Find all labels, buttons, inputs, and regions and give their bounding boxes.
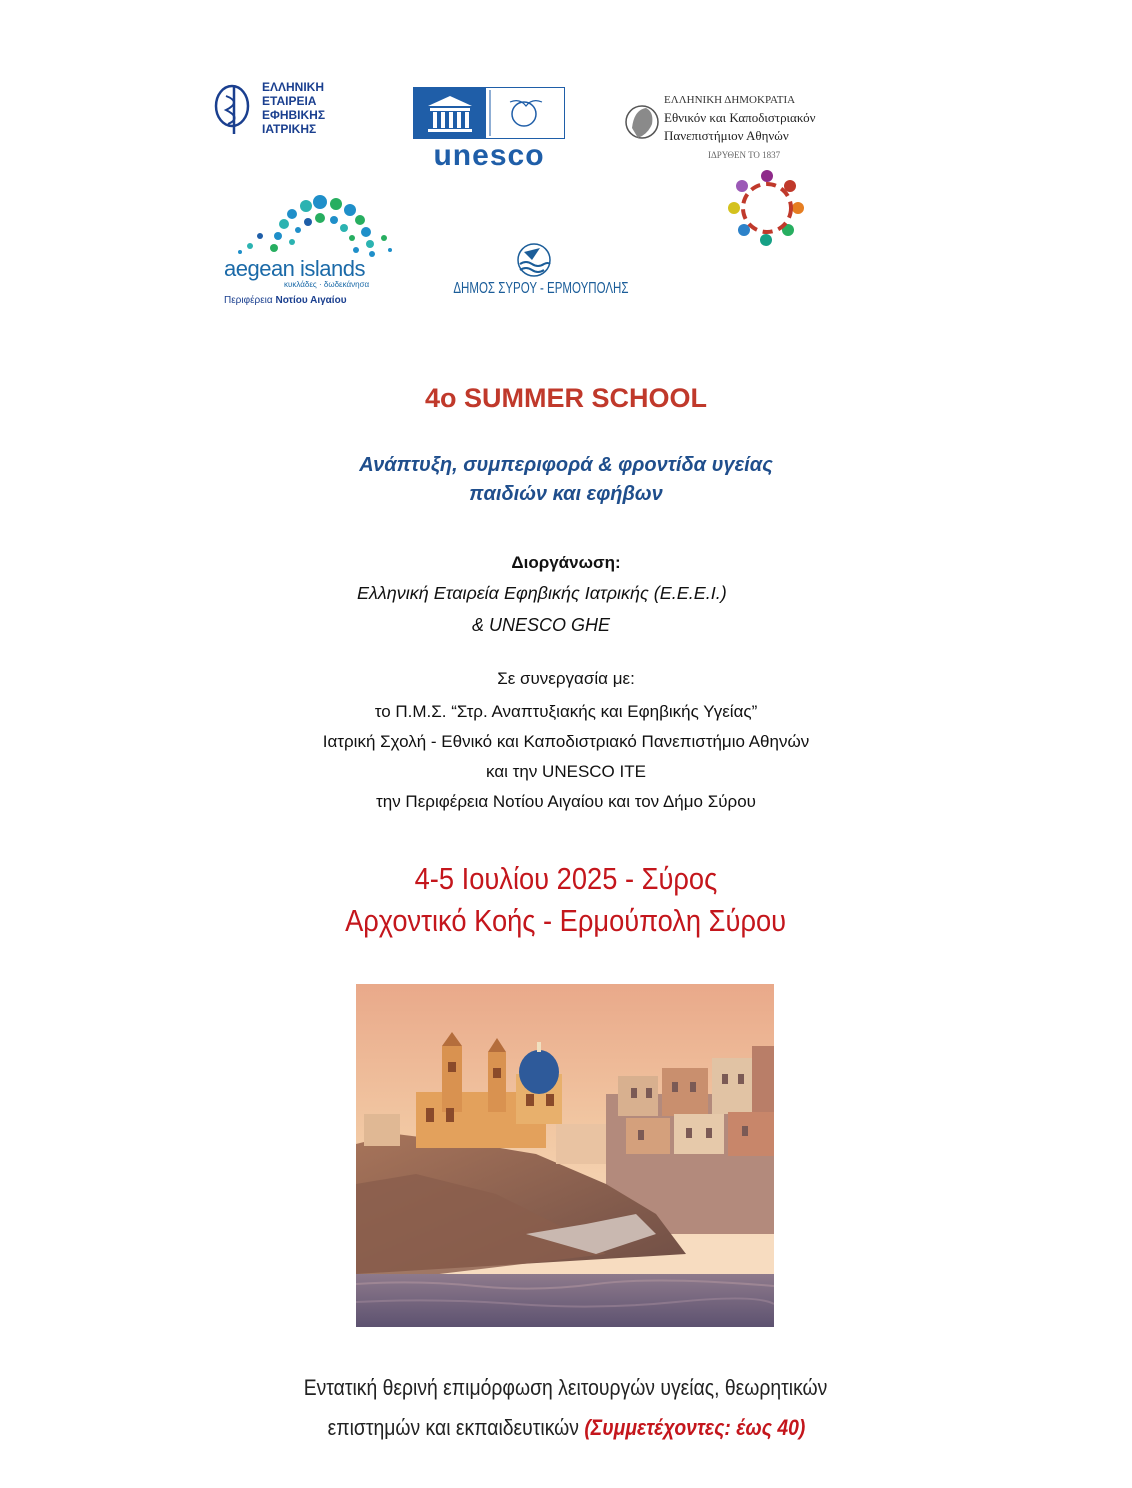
ship-waves-icon bbox=[510, 242, 558, 278]
aegean-region bbox=[224, 295, 347, 307]
dots-arch-icon bbox=[220, 192, 400, 258]
organization-label: Διοργάνωση: bbox=[511, 553, 621, 572]
aegean-subtitle: κυκλάδες · δωδεκάνησα bbox=[284, 280, 370, 289]
date-venue bbox=[0, 858, 1132, 942]
eeei-line: ΙΑΤΡΙΚΗΣ bbox=[262, 122, 317, 136]
dimos-syrou-logo bbox=[422, 242, 646, 308]
collaboration-line: Ιατρική Σχολή - Εθνικό και Καποδιστριακό Πανεπιστήμιο Αθηνών bbox=[322, 732, 810, 751]
uoa-logo bbox=[624, 94, 914, 254]
collaboration-line: την Περιφέρεια Νοτίου Αιγαίου και τον Δήμο Σύρου bbox=[376, 792, 756, 811]
uoa-founded-line: ΙΔΡΥΘΕΝ ΤΟ 1837 bbox=[708, 150, 781, 160]
subtitle-line: παιδιών και εφήβων bbox=[469, 483, 663, 505]
eeei-line: ΕΤΑΙΡΕΙΑ bbox=[262, 94, 317, 108]
people-circle-icon bbox=[722, 168, 812, 248]
eeei-line: ΕΛΛΗΝΙΚΗ bbox=[262, 80, 325, 94]
caduceus-icon bbox=[212, 80, 258, 136]
footer-line2 bbox=[327, 1408, 805, 1448]
uoa-state-line: ΕΛΛΗΝΙΚΗ ΔΗΜΟΚΡΑΤΙΑ bbox=[664, 94, 796, 106]
aegean-region-prefix: Περιφέρεια bbox=[224, 295, 276, 306]
eeei-line: ΕΦΗΒΙΚΗΣ bbox=[262, 108, 326, 122]
syros-photo bbox=[356, 984, 774, 1327]
collaboration-list bbox=[0, 697, 1132, 817]
collaboration-line: το Π.Μ.Σ. “Στρ. Αναπτυξιακής και Εφηβικής Υγείας” bbox=[374, 702, 758, 721]
unesco-logo bbox=[413, 87, 565, 173]
event-venue: Αρχοντικό Κοής - Ερμούπολη Σύρου bbox=[345, 903, 787, 938]
footer-line1: Εντατική θερινή επιμόρφωση λειτουργών υγείας, θεωρητικών bbox=[304, 1375, 828, 1400]
uoa-name-line1: Εθνικόν και Καποδιστριακόν bbox=[664, 110, 816, 125]
aegean-wordmark: aegean islands bbox=[224, 256, 366, 281]
dimos-syrou-wordmark: ΔΗΜΟΣ ΣΥΡΟΥ - ΕΡΜΟΥΠΟΛΗΣ bbox=[453, 280, 629, 297]
organizer-unesco: & UNESCO GHE bbox=[472, 615, 611, 635]
syros-landscape-image bbox=[356, 984, 774, 1327]
footer-description bbox=[0, 1368, 1132, 1448]
event-subtitle bbox=[0, 451, 1132, 509]
unesco-temple-icon bbox=[414, 88, 564, 138]
aegean-region-name: Νοτίου Αιγαίου bbox=[275, 295, 347, 306]
organizer-eeei: Ελληνική Εταιρεία Εφηβικής Ιατρικής (Ε.Ε.Ε.Ι.) bbox=[357, 583, 727, 603]
aegean-islands-logo bbox=[220, 192, 400, 316]
unesco-wordmark: unesco bbox=[433, 139, 545, 172]
athena-head-icon bbox=[624, 98, 660, 154]
footer-line2-text: επιστημών και εκπαιδευτικών bbox=[327, 1415, 584, 1440]
event-title: 4ο SUMMER SCHOOL bbox=[424, 383, 707, 413]
uoa-name-line2: Πανεπιστήμιον Αθηνών bbox=[664, 128, 789, 143]
participants-limit: (Συμμετέχοντες: έως 40) bbox=[583, 1415, 805, 1440]
subtitle-line: Ανάπτυξη, συμπεριφορά & φροντίδα υγείας bbox=[359, 454, 773, 476]
eeei-logo bbox=[212, 80, 382, 140]
collaboration-label: Σε συνεργασία με: bbox=[497, 669, 635, 688]
collaboration-line: και την UNESCO ITE bbox=[486, 762, 646, 781]
event-date: 4-5 Ιουλίου 2025 - Σύρος bbox=[414, 861, 718, 896]
